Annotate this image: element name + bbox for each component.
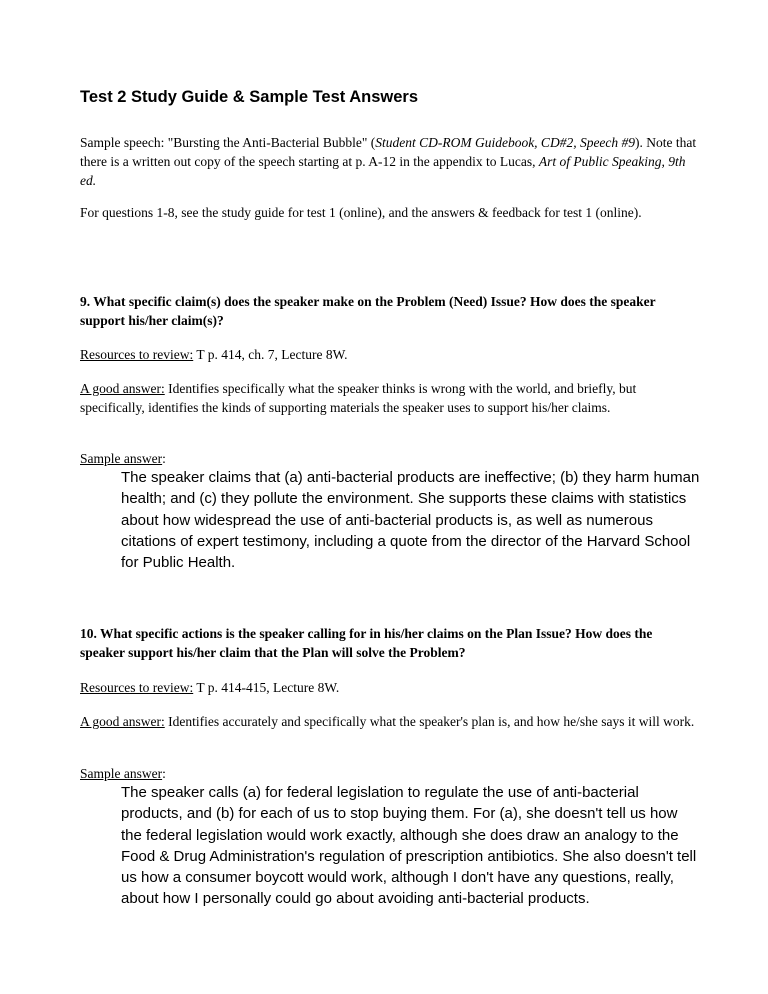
q10-resources-label: Resources to review:	[80, 680, 194, 695]
q9-good-answer-label: A good answer:	[80, 381, 165, 396]
q10-sample-colon: :	[162, 766, 166, 781]
q10-good-answer-text: Identifies accurately and specifically what the speaker's plan is, and how he/she says it will work.	[164, 714, 695, 729]
question-9: 9. What specific claim(s) does the speaker make on the Problem (Need) Issue? How does the speaker support his/her claim(s)?	[80, 294, 656, 328]
q10-good-answer	[80, 712, 700, 731]
q9-sample-answer: The speaker claims that (a) anti-bacterial products are ineffective; (b) they harm human health; and (c) they pollute the environment. She supports these claims with statistics about how widespread the use of anti-bacterial products is, as well as numerous citations of expert testimony, including a quote from the director of the Harvard School for Public Health.	[121, 469, 700, 572]
q9-resources-text: T p. 414, ch. 7, Lecture 8W.	[193, 347, 348, 362]
q10-resources	[80, 678, 700, 697]
page-title: Test 2 Study Guide & Sample Test Answers	[80, 88, 419, 106]
question-10: 10. What specific actions is the speaker calling for in his/her claims on the Plan Issue? How does the speaker support his/her claim that the Plan will solve the Problem?	[80, 626, 653, 660]
q10-good-answer-label: A good answer:	[80, 714, 165, 729]
q9-resources	[80, 345, 700, 364]
q9-sample-label-text: Sample answer	[80, 451, 163, 466]
study-guide-note: For questions 1-8, see the study guide for test 1 (online), and the answers & feedback for test 1 (online).	[80, 205, 642, 220]
q10-sample-label-text: Sample answer	[80, 766, 163, 781]
q9-resources-label: Resources to review:	[80, 347, 194, 362]
q9-good-answer-text: Identifies specifically what the speaker thinks is wrong with the world, and briefly, but specifically, identifies the kinds of supporting materials the speaker uses to support his/her claims.	[80, 381, 637, 415]
q10-sample-answer: The speaker calls (a) for federal legislation to regulate the use of anti-bacterial products, and (b) for each of us to stop buying them. For (a), she doesn't tell us how the federal legislation would work exactly, although she does draw an analogy to the Food & Drug Administration's regulation of prescription antibiotics. She also doesn't tell us how a consumer boycott would work, although I don't have any questions, really, about how I personally could go about avoiding anti-bacterial products.	[121, 784, 697, 908]
intro-prefix: Sample speech: "Bursting the Anti-Bacterial Bubble" (	[80, 135, 376, 150]
intro-book-title: Art of Public Speaking, 9th ed.	[80, 154, 686, 188]
intro-source-title: Student CD-ROM Guidebook, CD#2, Speech #9	[375, 135, 636, 150]
q10-resources-text: T p. 414-415, Lecture 8W.	[193, 680, 340, 695]
intro-middle: ). Note that there is a written out copy of the speech starting at p. A-12 in the appendix to Lucas,	[80, 135, 697, 169]
q9-sample-label	[80, 449, 700, 468]
q10-sample-label	[80, 764, 700, 783]
q9-good-answer	[80, 379, 700, 417]
q9-sample-colon: :	[162, 451, 166, 466]
intro-paragraph	[80, 133, 700, 190]
